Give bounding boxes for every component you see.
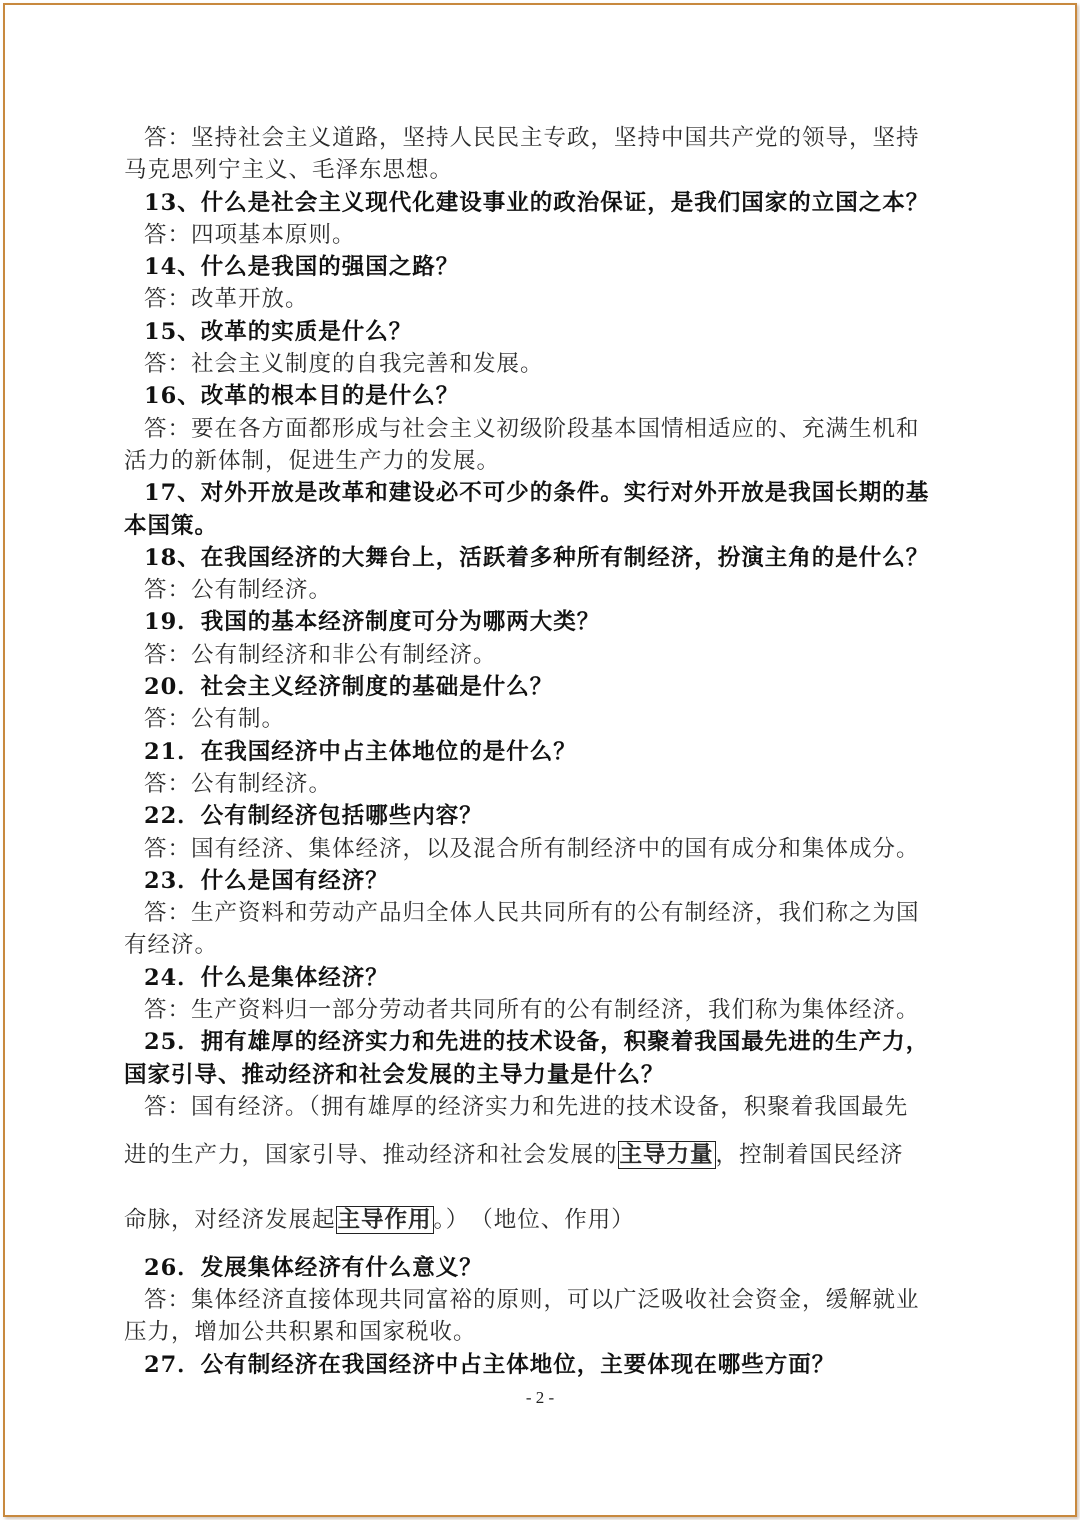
question-21: 21．在我国经济中占主体地位的是什么？ (144, 738, 577, 765)
question-25: 25．拥有雄厚的经济实力和先进的技术设备，积聚着我国最先进的生产力， (144, 1029, 930, 1056)
answer-25-cont (124, 1139, 958, 1171)
boxed-term-leading-role: 主导作用 (337, 1206, 432, 1233)
answer-25-text-a: 进的生产力，国家引导、推动经济和社会发展的 (124, 1142, 618, 1169)
answer-16-cont: 活力的新体制，促进生产力的发展。 (124, 447, 501, 474)
answer-25-cont-2 (124, 1204, 958, 1236)
answer-24: 答：生产资料归一部分劳动者共同所有的公有制经济，我们称为集体经济。 (144, 997, 920, 1024)
answer-21: 答：公有制经济。 (144, 770, 333, 797)
document-body (124, 122, 958, 1381)
question-24: 24．什么是集体经济？ (144, 964, 389, 991)
question-15: 15、改革的实质是什么？ (144, 318, 413, 345)
question-14: 14、什么是我国的强国之路？ (144, 254, 460, 281)
answer-25-text-c: 命脉，对经济发展起 (124, 1206, 336, 1233)
question-23: 23．什么是国有经济？ (144, 867, 389, 894)
answer-16: 答：要在各方面都形成与社会主义初级阶段基本国情相适应的、充满生机和 (144, 415, 920, 442)
answer-line: 答：坚持社会主义道路，坚持人民民主专政，坚持中国共产党的领导，坚持 (144, 125, 920, 151)
boxed-term-leading-force: 主导力量 (619, 1142, 714, 1169)
question-27: 27．公有制经济在我国经济中占主体地位，主要体现在哪些方面？ (144, 1351, 836, 1378)
question-25-cont: 国家引导、推动经济和社会发展的主导力量是什么？ (124, 1061, 665, 1088)
question-22: 22．公有制经济包括哪些内容？ (144, 803, 483, 830)
answer-13: 答：四项基本原则。 (144, 221, 356, 248)
answer-25: 答：国有经济。（拥有雄厚的经济实力和先进的技术设备，积聚着我国最先 (144, 1093, 909, 1120)
question-26: 26．发展集体经济有什么意义？ (144, 1254, 483, 1281)
question-13: 13、什么是社会主义现代化建设事业的政治保证，是我们国家的立国之本？ (144, 189, 930, 216)
answer-14: 答：改革开放。 (144, 286, 309, 313)
answer-23: 答：生产资料和劳动产品归全体人民共同所有的公有制经济，我们称之为国 (144, 900, 920, 927)
question-18: 18、在我国经济的大舞台上，活跃着多种所有制经济，扮演主角的是什么？ (144, 544, 930, 571)
statement-17: 17、对外开放是改革和建设必不可少的条件。实行对外开放是我国长期的基 (144, 480, 930, 507)
statement-17-cont: 本国策。 (124, 512, 219, 539)
question-19: 19．我国的基本经济制度可分为哪两大类？ (144, 609, 601, 636)
question-20: 20．社会主义经济制度的基础是什么？ (144, 674, 554, 701)
answer-line: 马克思列宁主义、毛泽东思想。 (124, 157, 454, 184)
answer-18: 答：公有制经济。 (144, 577, 333, 604)
answer-22: 答：国有经济、集体经济，以及混合所有制经济中的国有成分和集体成分。 (144, 835, 920, 862)
answer-23-cont: 有经济。 (124, 932, 219, 959)
answer-15: 答：社会主义制度的自我完善和发展。 (144, 351, 544, 378)
answer-26-cont: 压力，增加公共积累和国家税收。 (124, 1319, 477, 1346)
question-16: 16、改革的根本目的是什么？ (144, 383, 460, 410)
page-number: - 2 - (525, 1388, 555, 1407)
answer-25-text-d: 。） （地位、作用） (433, 1206, 635, 1233)
answer-20: 答：公有制。 (144, 706, 286, 733)
answer-25-text-b: ，控制着国民经济 (715, 1142, 904, 1169)
answer-26: 答：集体经济直接体现共同富裕的原则，可以广泛吸收社会资金，缓解就业 (144, 1287, 920, 1314)
answer-19: 答：公有制经济和非公有制经济。 (144, 641, 497, 668)
